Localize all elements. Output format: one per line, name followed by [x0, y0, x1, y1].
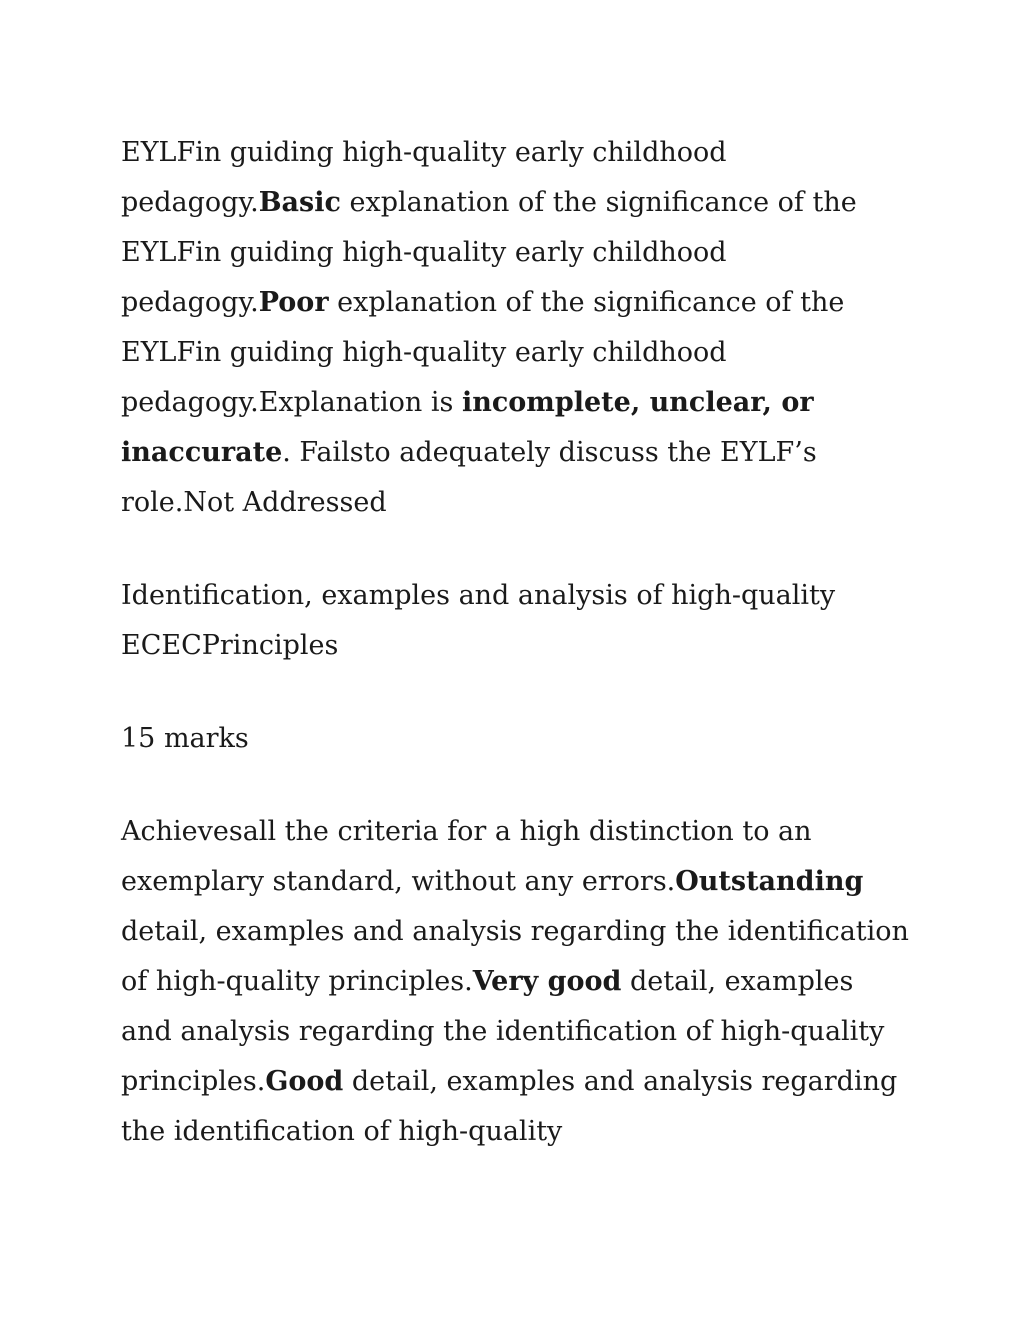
bold-run: Good [265, 1066, 344, 1097]
text-run: explanation of the significance of the EYLFin guiding high-quality early childhood pedagogy.Explanation is [121, 287, 845, 418]
document-page [121, 128, 911, 1200]
text-run: Achievesall the criteria for a high distinction to an exemplary standard, without any errors. [121, 816, 812, 897]
bold-run: Poor [258, 287, 329, 318]
bold-run: Basic [258, 187, 341, 218]
text-run: . Failsto adequately discuss the EYLF’s role.Not Addressed [121, 437, 817, 518]
paragraph-eylf-criteria [121, 128, 911, 528]
text-run: detail, examples and analysis regarding the identification of high-quality principles. [121, 966, 885, 1097]
bold-run: Outstanding [675, 866, 864, 897]
text-run: detail, examples and analysis regarding the identification of high-quality [121, 1066, 898, 1147]
text-run: EYLFin guiding high-quality early childhood pedagogy. [121, 137, 727, 218]
bold-run: incomplete, unclear, or inaccurate [121, 387, 814, 468]
text-run: Identification, examples and analysis of high-quality ECECPrinciples [121, 580, 836, 661]
text-run: 15 marks [121, 723, 249, 754]
bold-run: Very good [472, 966, 622, 997]
paragraph-section-heading [121, 571, 911, 671]
text-run: explanation of the significance of the EYLFin guiding high-quality early childhood pedagogy. [121, 187, 857, 318]
paragraph-principles-criteria [121, 807, 911, 1157]
paragraph-marks [121, 714, 911, 764]
text-run: detail, examples and analysis regarding the identification of high-quality principles. [121, 916, 909, 997]
